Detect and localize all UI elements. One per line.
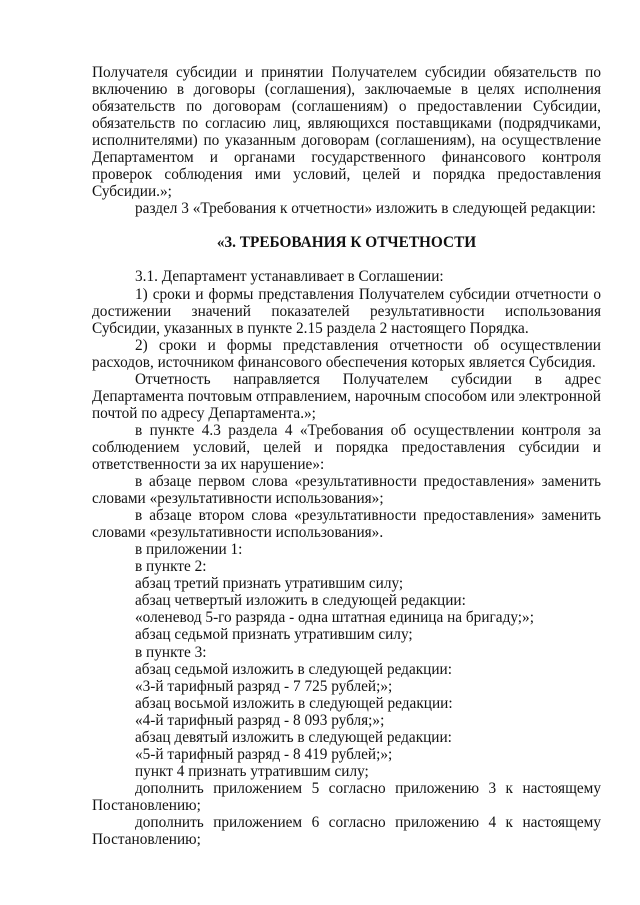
paragraph-item-2: 2) сроки и формы представления отчетности об осуществлении расходов, источником финансового обеспечения которых является Субсидия. <box>92 336 601 371</box>
paragraph-reporting: Отчетность направляется Получателем субсидии в адрес Департамента почтовым отправлением, нарочным способом или электронной почтой по адресу Департамента.»; <box>92 370 601 422</box>
paragraph-point-4: пункт 4 признать утратившим силу; <box>135 762 369 780</box>
paragraph-first-abzac: в абзаце первом слова «результативности предоставления» заменить словами «результативности использования»; <box>92 473 601 508</box>
paragraph-3-1: 3.1. Департамент устанавливает в Соглашении: <box>135 268 444 286</box>
paragraph-point-2: в пункте 2: <box>135 558 207 576</box>
paragraph-section-3-intro: раздел 3 «Требования к отчетности» изложить в следующей редакции: <box>135 200 596 218</box>
section-heading: «3. ТРЕБОВАНИЯ К ОТЧЕТНОСТИ <box>216 234 477 252</box>
paragraph-abzac-7-edit: абзац седьмой изложить в следующей редакции: <box>135 660 452 678</box>
paragraph-intro: Получателя субсидии и принятии Получателем субсидии обязательств по включению в договоры (соглашения), заключаемые в целях исполнения обязательств по договорам (соглашениям) о предоставлении Субсидии, обязательств по согласию лиц, являющихся поставщиками (подрядчиками, исполнителями) по указанным договорам (соглашениям), на осуществление Департаментом и органами государственного финансового контроля проверок соблюдения ими условий, целей и порядка предоставления Субсидии.»; <box>92 64 601 201</box>
paragraph-appendix-5: дополнить приложением 5 согласно приложению 3 к настоящему Постановлению; <box>92 779 601 814</box>
paragraph-abzac-9-edit: абзац девятый изложить в следующей редакции: <box>135 728 452 746</box>
paragraph-grade-3: «3-й тарифный разряд - 7 725 рублей;»; <box>135 677 393 695</box>
paragraph-grade-5: «5-й тарифный разряд - 8 419 рублей;»; <box>135 745 393 763</box>
paragraph-item-1: 1) сроки и формы представления Получателем субсидии отчетности о достижении значений показателей результативности использования Субсидии, указанных в пункте 2.15 раздела 2 настоящего Порядка. <box>92 285 601 337</box>
document-page <box>92 64 601 848</box>
paragraph-grade-4: «4-й тарифный разряд - 8 093 рубля;»; <box>135 711 385 729</box>
paragraph-reindeer-herder: «оленевод 5-го разряда - одна штатная единица на бригаду;»; <box>135 609 534 627</box>
paragraph-second-abzac: в абзаце втором слова «результативности предоставления» заменить словами «результативности использования». <box>92 507 601 542</box>
paragraph-abzac-4: абзац четвертый изложить в следующей редакции: <box>135 592 466 610</box>
paragraph-point-4-3: в пункте 4.3 раздела 4 «Требования об осуществлении контроля за соблюдением условий, целей и порядка предоставления субсидии и ответственности за их нарушение»: <box>92 421 601 473</box>
paragraph-abzac-8-edit: абзац восьмой изложить в следующей редакции: <box>135 694 453 712</box>
paragraph-point-3: в пункте 3: <box>135 643 207 661</box>
paragraph-appendix-1: в приложении 1: <box>135 541 243 559</box>
paragraph-abzac-7: абзац седьмой признать утратившим силу; <box>135 626 413 644</box>
paragraph-appendix-6: дополнить приложением 6 согласно приложению 4 к настоящему Постановлению; <box>92 813 601 849</box>
paragraph-abzac-3: абзац третий признать утратившим силу; <box>135 575 404 593</box>
